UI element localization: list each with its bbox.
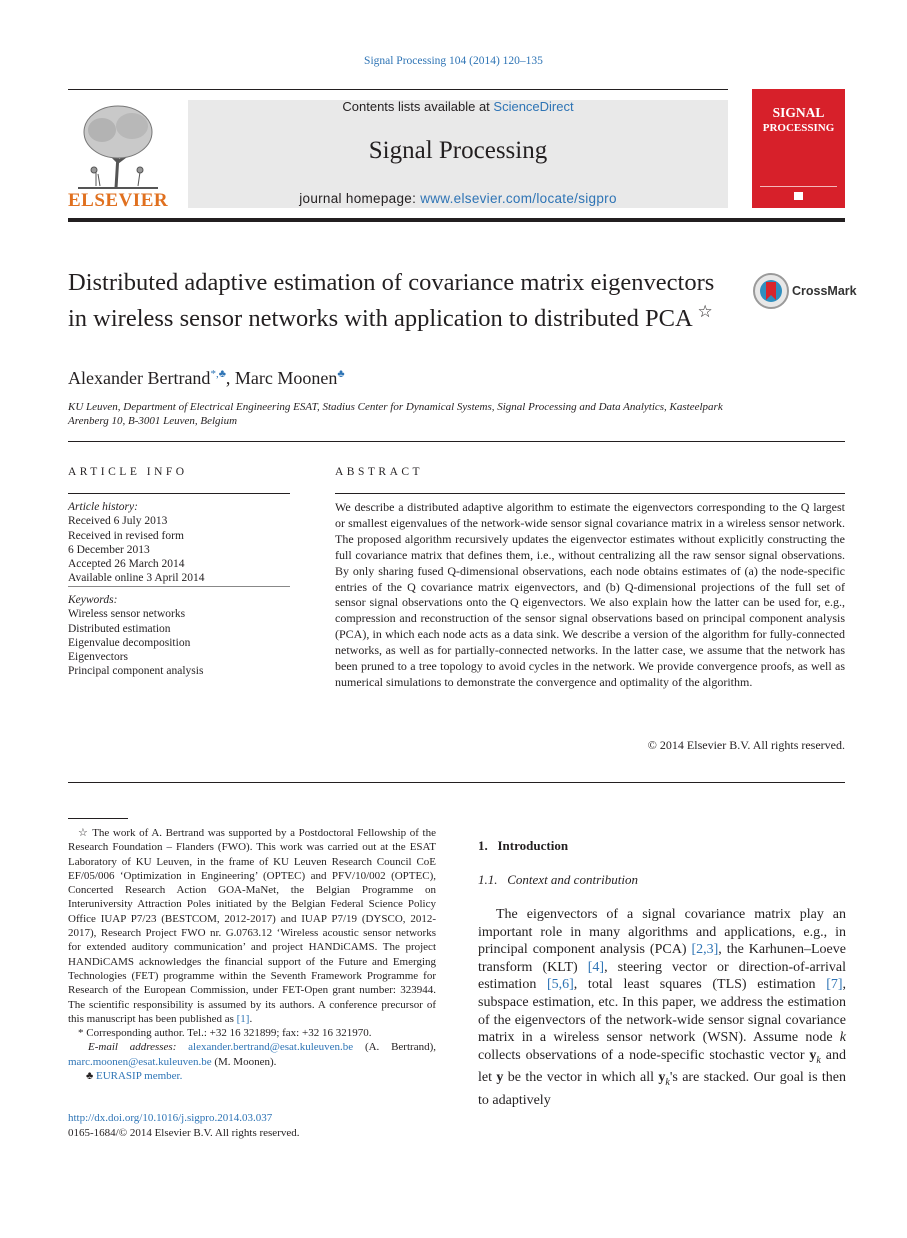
header-bottom-rule bbox=[68, 218, 845, 222]
funding-mark: ☆ bbox=[78, 827, 89, 839]
abstract-text: We describe a distributed adaptive algorithm to estimate the eigenvectors corresponding to the Q largest or smallest eigenvalues of the network-wide sensor signal covariance matrix in a wireless sensor network. The proposed algorithm recursively updates the eigenvector estimates without explicitly constructing the full covariance matrix that defines them, i.e., without centralizing all the raw sensor signal observations. By only sharing fused Q-dimensional observations, each node obtains estimates of (a) the node-specific entries of the Q covariance matrix eigenvectors, and (b) Q-dimensional projections of the full set of sensor signal observations onto the Q eigenvectors. We also explain how the latter can be used for, e.g., compression and reconstruction of the sensor signal observations based on principal component analysis (PCA), in which each node acts as a data sink. We describe a version of the algorithm for fully-connected networks, as well as for partially-connected networks. In the latter case, we assume that the network has been pruned to a tree topology to avoid cycles in the network. We provide convergence proofs, as well as numerical simulations to demonstrate the convergence and optimality of the algorithm. bbox=[335, 500, 845, 689]
history-item: Received in revised form bbox=[68, 529, 184, 542]
abstract-copyright: © 2014 Elsevier B.V. All rights reserved. bbox=[647, 738, 845, 752]
intro-text: , subspace estimation, etc. In this paper, we address the estimation of the eigenvectors of the network-wide sensor signal covariance matrix in a wireless sensor network (WSN). Assume node bbox=[478, 977, 847, 1046]
journal-citation[interactable]: Signal Processing 104 (2014) 120–135 bbox=[364, 55, 543, 67]
header-top-rule bbox=[68, 89, 728, 90]
crossmark-icon[interactable] bbox=[752, 272, 790, 310]
footnote-rule bbox=[68, 818, 128, 819]
email-owner: (M. Moonen). bbox=[211, 1055, 277, 1068]
homepage-link[interactable]: www.elsevier.com/locate/sigpro bbox=[420, 191, 617, 206]
keyword-item: Wireless sensor networks bbox=[68, 608, 186, 621]
reference-link[interactable]: [7] bbox=[826, 977, 843, 993]
eurasip-mark: ♣ bbox=[86, 1070, 94, 1083]
paper-title bbox=[68, 268, 728, 333]
abstract-heading: ABSTRACT bbox=[335, 466, 424, 478]
intro-text: and let bbox=[478, 1047, 846, 1086]
email-link[interactable]: marc.moonen@esat.kuleuven.be bbox=[68, 1055, 212, 1068]
math-symbol: y bbox=[496, 1070, 504, 1086]
intro-text: , steering vector or direction-of-arrival estimation bbox=[478, 959, 846, 993]
history-item: Available online 3 April 2014 bbox=[68, 572, 205, 585]
section-divider bbox=[68, 441, 845, 442]
math-symbol: k bbox=[839, 1030, 846, 1046]
history-label: Article history: bbox=[68, 501, 138, 513]
cover-title-line1: SIGNAL bbox=[772, 105, 825, 120]
author-name[interactable]: Marc Moonen bbox=[234, 368, 338, 388]
cover-decoration-icon bbox=[752, 150, 845, 208]
affiliation: KU Leuven, Department of Electrical Engineering ESAT, Stadius Center for Dynamical Systems, Signal Processing and Data Analytics, Kasteelpark Arenberg 10, B-3001 Leuven, Belgium bbox=[68, 401, 723, 427]
journal-name: Signal Processing bbox=[368, 137, 548, 164]
math-symbol: y bbox=[658, 1070, 666, 1086]
issn-line: 0165-1684/© 2014 Elsevier B.V. All rights reserved. bbox=[68, 1126, 300, 1139]
contents-line bbox=[188, 99, 728, 114]
math-subscript: k bbox=[816, 1054, 821, 1066]
footnotes bbox=[68, 826, 436, 1083]
intro-text: The eigenvectors of a signal covariance matrix play an important role in many algorithms and applications, e.g., in principal component analysis (PCA) bbox=[478, 907, 846, 958]
article-info-rule bbox=[68, 493, 290, 494]
intro-text: be the vector in which all bbox=[503, 1070, 659, 1086]
history-item: Received 6 July 2013 bbox=[68, 515, 168, 528]
article-history bbox=[68, 500, 290, 586]
section-divider bbox=[68, 782, 845, 783]
reference-link[interactable]: [1] bbox=[236, 1012, 250, 1025]
article-info-heading: ARTICLE INFO bbox=[68, 466, 188, 478]
intro-text: , total least squares (TLS) estimation bbox=[573, 977, 827, 993]
paper-title-text: Distributed adaptive estimation of covariance matrix eigenvectors in wireless sensor networks with application to distributed PCA bbox=[68, 269, 715, 333]
eurasip-footnote bbox=[68, 1069, 436, 1083]
funding-footnote bbox=[68, 826, 436, 1026]
math-symbol: y bbox=[809, 1047, 817, 1063]
reference-link[interactable]: [5,6] bbox=[546, 977, 574, 993]
introduction-heading: 1. Introduction bbox=[478, 838, 569, 853]
corresponding-mark: * bbox=[78, 1027, 84, 1040]
elsevier-logo: ELSEVIER bbox=[68, 190, 169, 211]
crossmark-label[interactable]: CrossMark bbox=[792, 284, 857, 298]
corresponding-footnote bbox=[68, 1026, 436, 1040]
reference-link[interactable]: [4] bbox=[587, 959, 605, 975]
cover-title-line2: PROCESSING bbox=[762, 122, 835, 134]
email-link[interactable]: alexander.bertrand@esat.kuleuven.be bbox=[188, 1041, 354, 1054]
introduction-paragraph bbox=[478, 906, 846, 1109]
keywords-label: Keywords: bbox=[68, 594, 118, 606]
funding-text: The work of A. Bertrand was supported by a Postdoctoral Fellowship of the Research Foundation – Flanders (FWO). This work was carried out at the ESAT Laboratory of KU Leuven, in the frame of KU Leuven Research Council CoE EF/05/006 ‘Optimization in Engineering’ (OPTEC) and PFV/10/002 (OPTEC), Concerted Research Action GOA-MaNet, the Belgian Programme on Interuniversity Attraction Poles initiated by the Belgian Federal Science Policy Office IUAP P7/23 (BESTCOM, 2012-2017) and IUAP P7/19 (DYSCO, 2012-2017), Research Project FWO nr. G.0763.12 ‘Wireless acoustic sensor networks for extended auditory communication’ and project HANDiCAMS. The project HANDiCAMS acknowledges the financial support of the Future and Emerging Technologies (FET) programme within the Seventh Framework Programme for Research of the European Commission, under FET-Open grant number: 323944. The scientific responsibility is assumed by its authors. A conference precursor of this manuscript has been published as bbox=[68, 827, 436, 1025]
keywords-block bbox=[68, 593, 290, 679]
keyword-item: Eigenvalue decomposition bbox=[68, 636, 191, 649]
author-marks[interactable]: *,♣ bbox=[210, 368, 226, 380]
subsection-heading: 1.1. Context and contribution bbox=[478, 872, 638, 887]
math-subscript: k bbox=[665, 1076, 670, 1088]
keyword-item: Distributed estimation bbox=[68, 622, 171, 635]
corresponding-text: Corresponding author. Tel.: +32 16 321899; fax: +32 16 321970. bbox=[86, 1027, 372, 1040]
abstract-rule bbox=[335, 493, 845, 494]
intro-text: , the Karhunen–Loeve transform (KLT) bbox=[478, 942, 846, 975]
contents-prefix: Contents lists available at bbox=[342, 99, 494, 114]
doi-link[interactable]: http://dx.doi.org/10.1016/j.sigpro.2014.03.037 bbox=[68, 1112, 273, 1124]
sciencedirect-link[interactable]: ScienceDirect bbox=[493, 99, 574, 114]
keyword-item: Principal component analysis bbox=[68, 665, 204, 678]
keywords-rule bbox=[68, 586, 290, 587]
reference-link[interactable]: [2,3] bbox=[691, 942, 719, 958]
funding-end: . bbox=[249, 1012, 253, 1025]
eurasip-link[interactable]: EURASIP member. bbox=[95, 1070, 183, 1083]
history-item: Accepted 26 March 2014 bbox=[68, 558, 185, 571]
intro-text: 's are stacked. Our goal is then to adaptively bbox=[478, 1070, 846, 1108]
email-owner: (A. Bertrand), bbox=[353, 1041, 436, 1054]
author-separator: , bbox=[225, 368, 235, 388]
title-footnote-mark[interactable]: ☆ bbox=[697, 302, 713, 321]
email-label: E-mail addresses: bbox=[88, 1041, 189, 1054]
author-list bbox=[68, 368, 345, 389]
email-footnote bbox=[68, 1040, 436, 1069]
homepage-prefix: journal homepage: bbox=[299, 191, 421, 206]
homepage-line bbox=[188, 191, 728, 206]
doi-block bbox=[68, 1111, 436, 1140]
author-name[interactable]: Alexander Bertrand bbox=[68, 368, 211, 388]
history-item: 6 December 2013 bbox=[68, 543, 150, 556]
author-marks[interactable]: ♣ bbox=[337, 368, 345, 380]
intro-text: collects observations of a node-specific stochastic vector bbox=[478, 1047, 810, 1063]
keyword-item: Eigenvectors bbox=[68, 651, 129, 664]
